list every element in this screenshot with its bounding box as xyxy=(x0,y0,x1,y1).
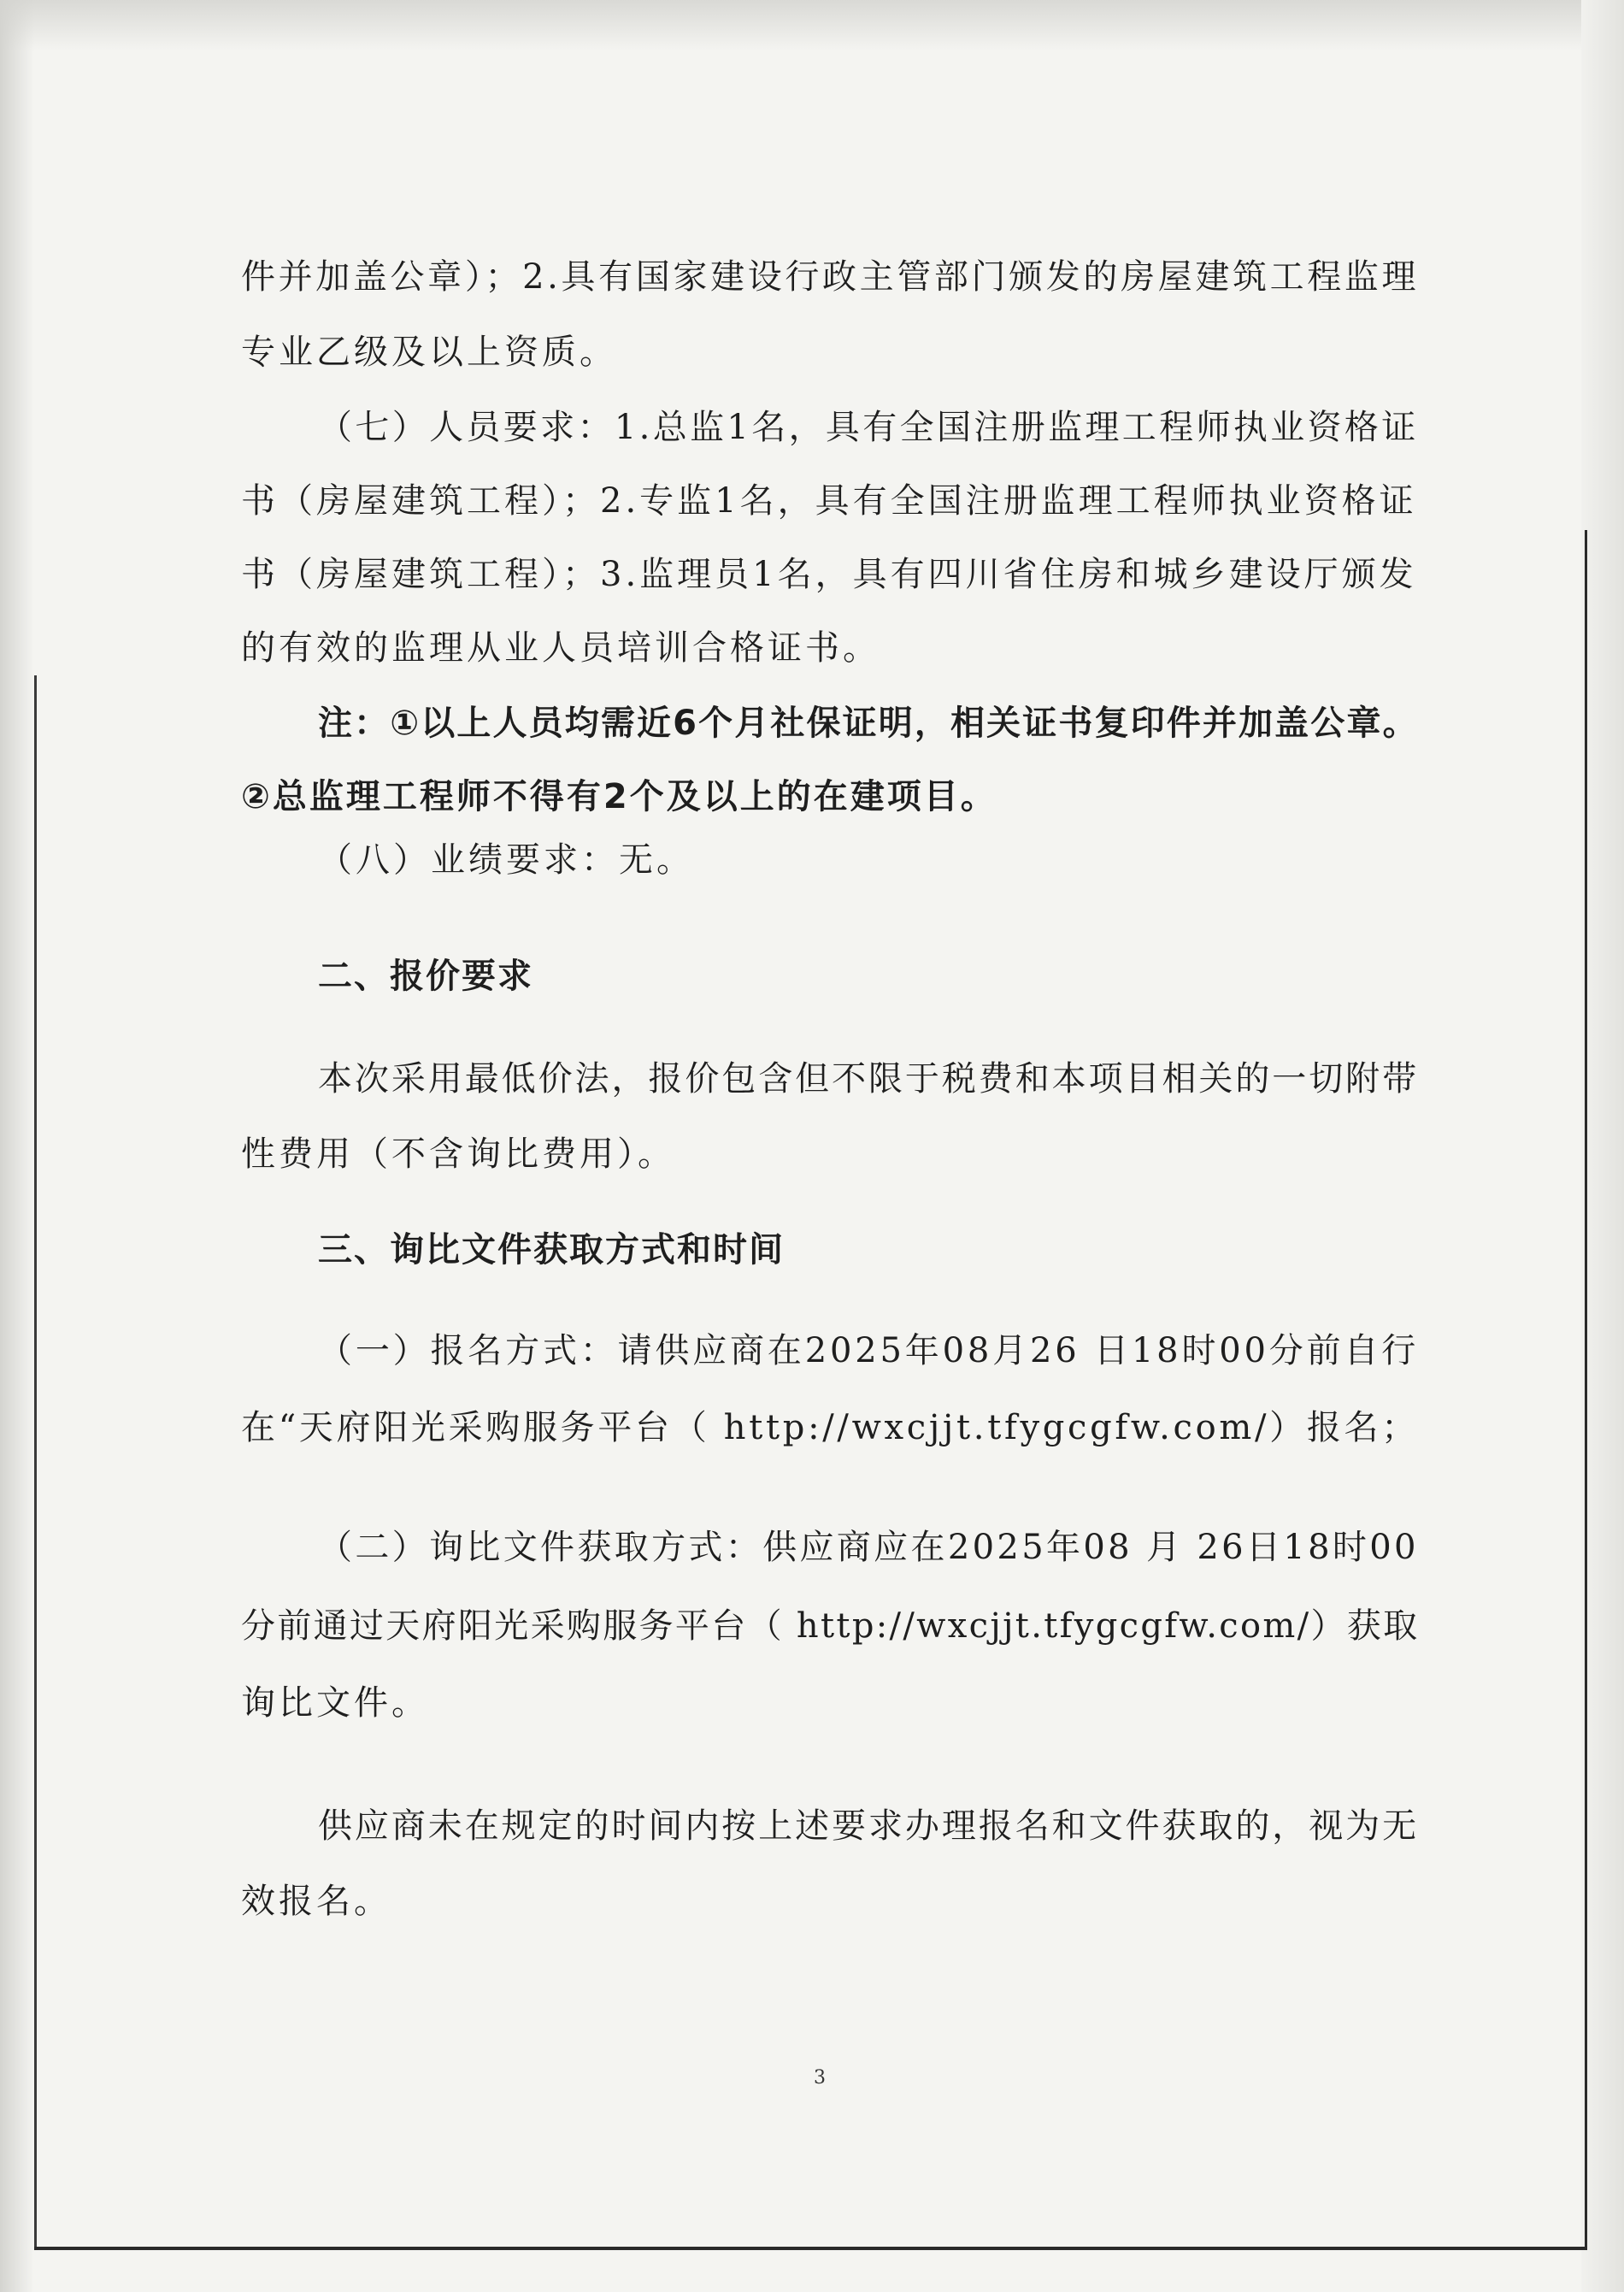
paragraph-line: 在“天府阳光采购服务平台（ http://wxcjjt.tfygcgfw.com/）报名； xyxy=(241,1408,1419,1447)
page-number: 3 xyxy=(814,2067,826,2089)
paragraph-line: 件并加盖公章）；2.具有国家建设行政主管部门颁发的房屋建筑工程监理 xyxy=(241,257,1420,297)
scan-border-left xyxy=(34,675,37,2248)
scan-border-right xyxy=(1585,530,1587,2248)
note-line: ②总监理工程师不得有2个及以上的在建项目。 xyxy=(241,777,997,816)
paragraph-line: 性费用（不含询比费用）。 xyxy=(241,1134,675,1174)
paragraph-line: 分前通过天府阳光采购服务平台（ http://wxcjjt.tfygcgfw.com/）获取 xyxy=(241,1606,1420,1646)
paragraph-line: 询比文件。 xyxy=(241,1683,429,1723)
scan-border-bottom xyxy=(34,2247,1587,2250)
paragraph-line: （七）人员要求：1.总监1名，具有全国注册监理工程师执业资格证 xyxy=(318,408,1419,447)
section-heading: 三、询比文件获取方式和时间 xyxy=(318,1230,785,1270)
paragraph-line: （二）询比文件获取方式：供应商应在2025年08 月 26日18时00 xyxy=(318,1528,1419,1567)
paragraph-line: 本次采用最低价法，报价包含但不限于税费和本项目相关的一切附带 xyxy=(318,1059,1419,1099)
paragraph-line: （八）业绩要求：无。 xyxy=(318,840,694,880)
paragraph-line: （一）报名方式：请供应商在2025年08月26 日18时00分前自行 xyxy=(318,1331,1420,1370)
note-line: 注：①以上人员均需近6个月社保证明，相关证书复印件并加盖公章。 xyxy=(318,704,1419,743)
paragraph-line: 供应商未在规定的时间内按上述要求办理报名和文件获取的，视为无 xyxy=(318,1806,1419,1846)
paragraph-line: 专业乙级及以上资质。 xyxy=(241,333,617,372)
scan-shadow-left xyxy=(0,0,34,2292)
paragraph-line: 书（房屋建筑工程）；3.监理员1名，具有四川省住房和城乡建设厅颁发 xyxy=(241,555,1417,594)
section-heading: 二、报价要求 xyxy=(318,957,533,996)
paragraph-line: 书（房屋建筑工程）；2.专监1名，具有全国注册监理工程师执业资格证 xyxy=(241,481,1417,521)
paragraph-line: 效报名。 xyxy=(241,1882,391,1921)
paragraph-line: 的有效的监理从业人员培训合格证书。 xyxy=(241,628,880,668)
scan-shadow-right xyxy=(1581,0,1624,2292)
